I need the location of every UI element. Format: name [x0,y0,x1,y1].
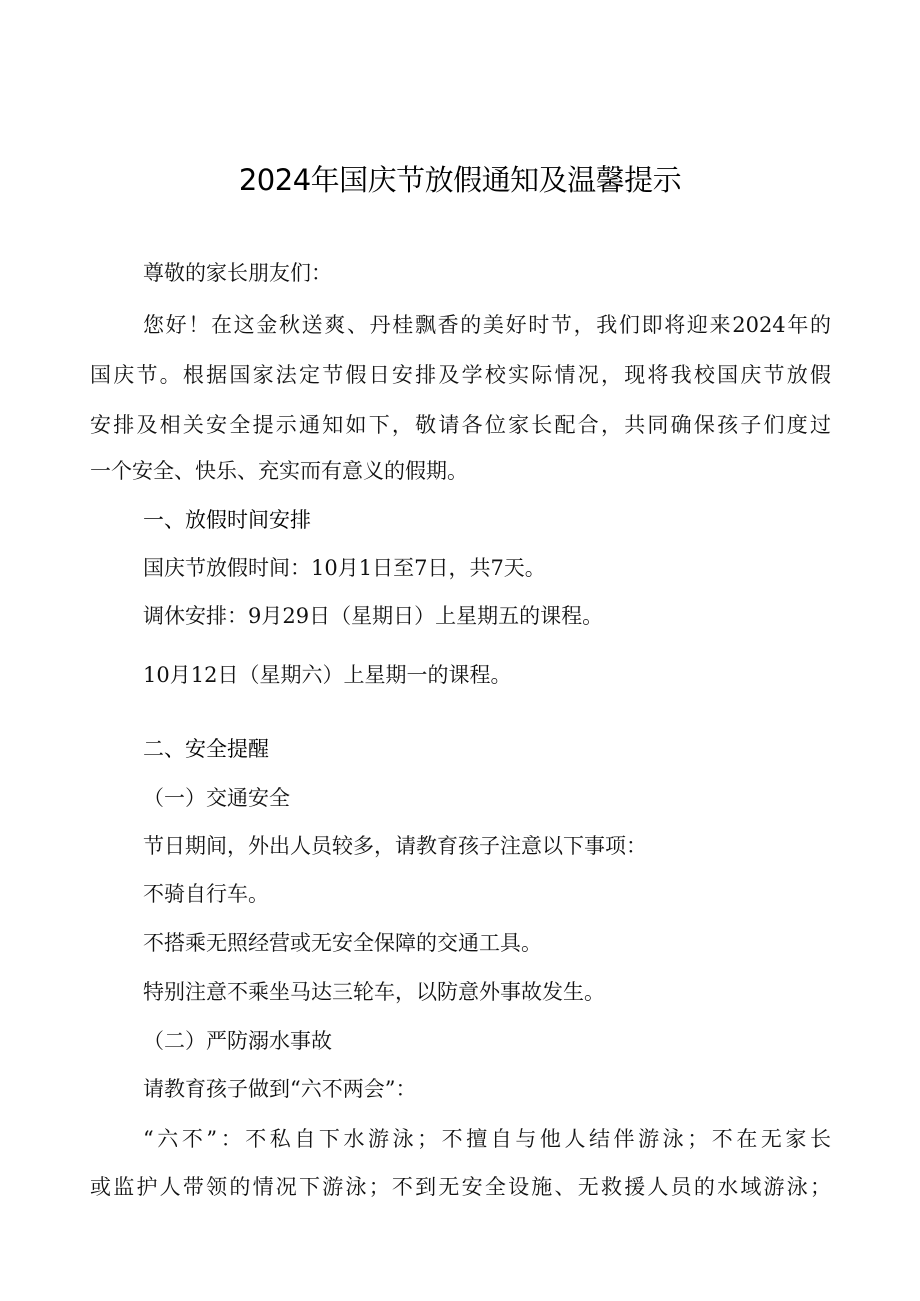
intro-line-3: 安排及相关安全提示通知如下，敬请各位家长配合，共同确保孩子们度过 [90,413,831,437]
intro-line-2: 国庆节。根据国家法定节假日安排及学校实际情况，现将我校国庆节放假 [90,363,831,387]
makeup-day-1: 调休安排：9月29日（星期日）上星期五的课程。 [143,604,604,628]
drowning-subheading: （二）严防溺水事故 [143,1029,332,1053]
intro-line-1: 您好！在这金秋送爽、丹桂飘香的美好时节，我们即将迎来2024年的 [143,313,831,337]
intro-line-4: 一个安全、快乐、充实而有意义的假期。 [90,459,468,483]
makeup-day-2: 10月12日（星期六）上星期一的课程。 [143,663,512,687]
holiday-time: 国庆节放假时间：10月1日至7日，共7天。 [143,556,546,580]
greeting: 尊敬的家长朋友们： [143,261,332,285]
traffic-item-1: 不骑自行车。 [143,882,269,906]
section-1-heading: 一、放假时间安排 [143,508,311,532]
traffic-item-3: 特别注意不乘坐马达三轮车，以防意外事故发生。 [143,980,605,1004]
six-no-line-1: “六不”：不私自下水游泳；不擅自与他人结伴游泳；不在无家长 [143,1127,831,1151]
drowning-intro: 请教育孩子做到“六不两会”： [143,1077,417,1101]
section-2-heading: 二、安全提醒 [143,737,269,761]
six-no-line-2: 或监护人带领的情况下游泳；不到无安全设施、无救援人员的水域游泳； [90,1175,831,1199]
traffic-item-2: 不搭乘无照经营或无安全保障的交通工具。 [143,931,542,955]
traffic-intro: 节日期间，外出人员较多，请教育孩子注意以下事项： [143,834,647,858]
traffic-subheading: （一）交通安全 [143,786,290,810]
document-title: 2024年国庆节放假通知及温馨提示 [238,163,682,197]
